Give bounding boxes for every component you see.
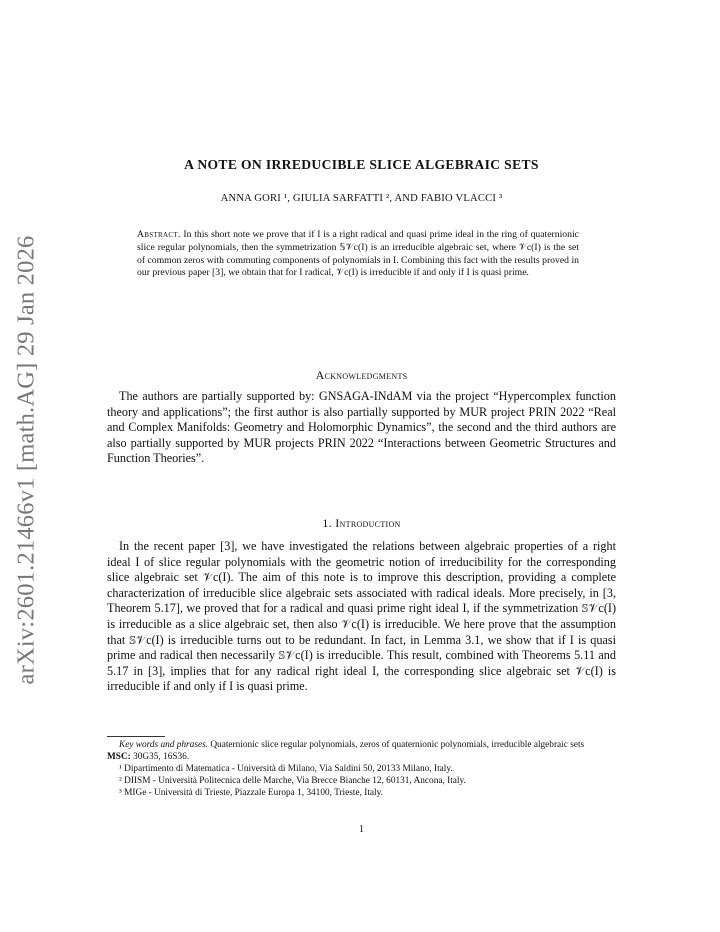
introduction-heading: 1. Introduction bbox=[322, 516, 401, 530]
abstract-text: In this short note we prove that if I is a right radical and quasi prime ideal in the ring of quaternionic slice regular polynomials, then the symmetrization 𝕊𝒱c(I) is an irreducible algebraic set, where 𝒱c(I) is the set of common zeros with commuting components of polynomials in I. Combining this fact with the results proved in our previous paper [3], we obtain that for I radical, 𝒱c(I) is irreducible if and only if I is quasi prime. bbox=[137, 229, 579, 279]
arxiv-identifier: arXiv:2601.21466v1 [math.AG] 29 Jan 2026 bbox=[12, 235, 40, 685]
affiliation-3: ³ MIGe - Università di Trieste, Piazzale Europa 1, 34100, Trieste, Italy. bbox=[119, 787, 384, 798]
msc-footnote bbox=[107, 752, 616, 764]
abstract bbox=[137, 229, 579, 280]
acknowledgments-heading: Acknowledgments bbox=[315, 368, 408, 382]
paper-authors: ANNA GORI ¹, GIULIA SARFATTI ², AND FABIO VLACCI ³ bbox=[220, 193, 503, 204]
affiliation-2: ² DIISM - Università Politecnica delle Marche, Via Brecce Bianche 12, 60131, Ancona, Italy. bbox=[119, 775, 466, 786]
keywords-label: Key words and phrases. bbox=[119, 740, 209, 750]
msc-label: MSC: bbox=[107, 751, 131, 762]
msc-codes: 30G35, 16S36. bbox=[133, 751, 190, 762]
keywords-text: Quaternionic slice regular polynomials, zeros of quaternionic polynomials, irreducible algebraic sets bbox=[210, 740, 585, 750]
footnote-rule bbox=[107, 736, 165, 737]
abstract-label: Abstract. bbox=[137, 229, 181, 240]
affiliation-1: ¹ Dipartimento di Matematica - Università di Milano, Via Saldini 50, 20133 Milano, Italy. bbox=[119, 763, 453, 774]
acknowledgments-text: The authors are partially supported by: GNSAGA-INdAM via the project “Hypercomplex function theory and applications”; the first author is also partially supported by MUR project PRIN 2022 “Real and Complex Manifolds: Geometry and Holomorphic Dynamics”, the second and the third authors are also partially supported by MUR projects PRIN 2022 “Interactions between Geometric Structures and Function Theories”. bbox=[107, 389, 616, 466]
keywords-footnote bbox=[107, 740, 616, 752]
introduction-text: In the recent paper [3], we have investigated the relations between algebraic properties of a right ideal I of slice regular polynomials with the geometric notion of irreducibility for the corresponding slice algebraic set 𝒱c(I). The aim of this note is to improve this description, providing a complete characterization of irreducible slice algebraic sets associated with radical ideals. More precisely, in [3, Theorem 5.17], we proved that for a radical and quasi prime right ideal I, if the symmetrization 𝕊𝒱c(I) is irreducible as a slice algebraic set, then also 𝒱c(I) is irreducible. We here prove that the assumption that 𝕊𝒱c(I) is irreducible turns out to be redundant. In fact, in Lemma 3.1, we show that if I is quasi prime and radical then necessarily 𝕊𝒱c(I) is irreducible. This result, combined with Theorems 5.11 and 5.17 in [3], implies that for any radical right ideal I, the corresponding slice algebraic set 𝒱c(I) is irreducible if and only if I is quasi prime. bbox=[107, 539, 616, 694]
footnotes bbox=[107, 740, 616, 800]
arxiv-side-stamp bbox=[2, 235, 50, 685]
paper-title: A NOTE ON IRREDUCIBLE SLICE ALGEBRAIC SETS bbox=[184, 157, 539, 172]
page-number: 1 bbox=[359, 824, 364, 835]
